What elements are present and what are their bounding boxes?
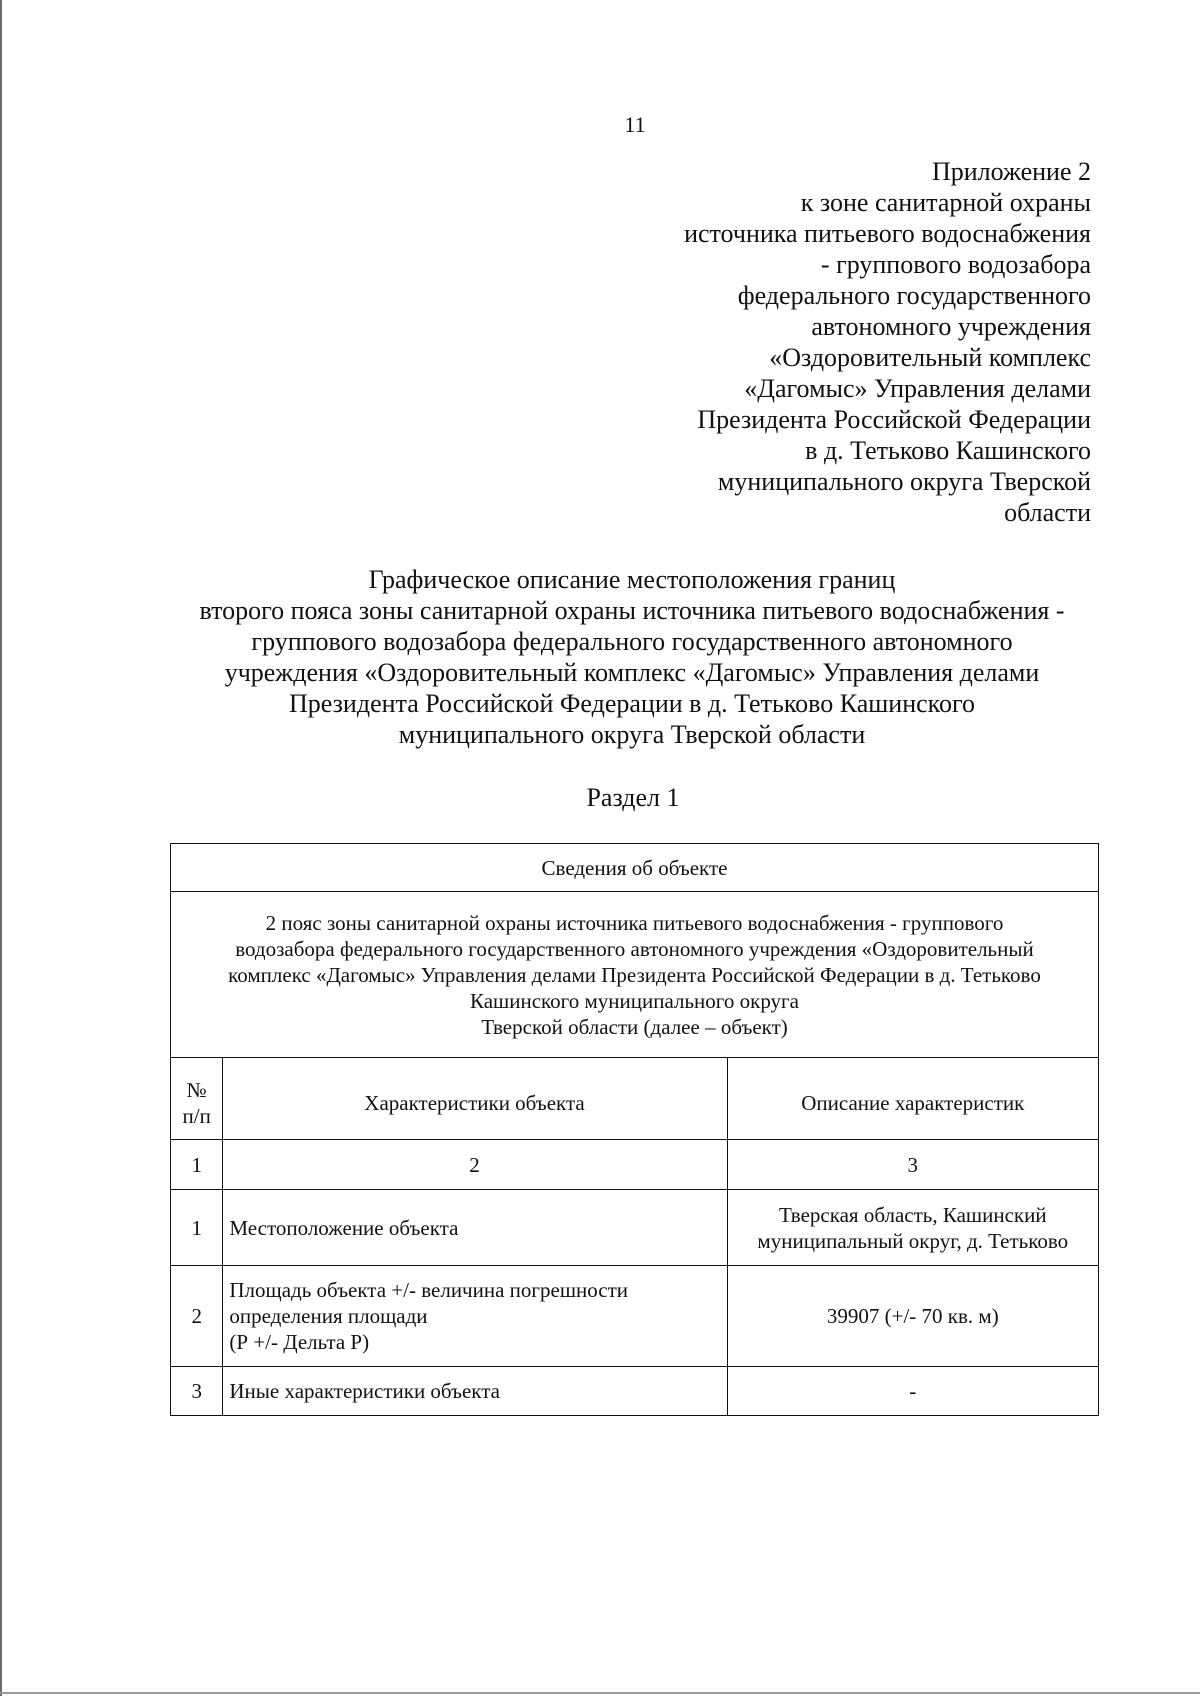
row-value	[727, 1266, 1098, 1367]
column-header-num-line: п/п	[182, 1104, 211, 1128]
appendix-block	[560, 156, 1091, 528]
column-number: 2	[223, 1140, 727, 1190]
row-number: 3	[171, 1367, 223, 1416]
appendix-line: Президента Российской Федерации	[697, 405, 1091, 434]
value-line: -	[909, 1379, 917, 1403]
appendix-line: федерального государственного	[737, 281, 1091, 310]
object-description-cell	[171, 892, 1099, 1058]
page-bottom-edge	[0, 1692, 1200, 1694]
title-line: Графическое описание местоположения границ	[368, 565, 896, 594]
appendix-line: муниципального округа Тверской	[717, 467, 1091, 496]
appendix-line: области	[1004, 498, 1091, 527]
appendix-line: к зоне санитарной охраны	[800, 188, 1091, 217]
row-value	[727, 1367, 1098, 1416]
title-line: Президента Российской Федерации в д. Тетьково Кашинского	[289, 689, 975, 718]
description-line: комплекс «Дагомыс» Управления делами Президента Российской Федерации в д. Тетьково	[228, 962, 1041, 987]
characteristic-line: Площадь объекта +/- величина погрешности	[229, 1278, 629, 1302]
appendix-line: в д. Тетьково Кашинского	[805, 436, 1091, 465]
row-number: 2	[171, 1266, 223, 1367]
column-header-num-line: №	[186, 1078, 207, 1102]
column-header-description: Описание характеристик	[727, 1058, 1098, 1140]
appendix-line: автономного учреждения	[811, 312, 1091, 341]
title-line: муниципального округа Тверской области	[398, 720, 866, 749]
description-line: водозабора федерального государственного автономного учреждения «Оздоровительный	[235, 936, 1034, 961]
column-number: 3	[727, 1140, 1098, 1190]
appendix-line: «Дагомыс» Управления делами	[744, 374, 1091, 403]
row-value	[727, 1190, 1098, 1266]
page-left-edge	[0, 0, 2, 1696]
table-header-row	[171, 844, 1099, 892]
title-line: учреждения «Оздоровительный комплекс «Дагомыс» Управления делами	[224, 658, 1040, 687]
table-header-cell: Сведения об объекте	[171, 844, 1099, 892]
characteristic-line: Иные характеристики объекта	[229, 1379, 500, 1403]
description-line: 2 пояс зоны санитарной охраны источника питьевого водоснабжения - группового	[265, 910, 1004, 935]
row-characteristic	[223, 1367, 727, 1416]
column-header-characteristic: Характеристики объекта	[223, 1058, 727, 1140]
description-line: Кашинского муниципального округа	[470, 988, 799, 1013]
table-row	[171, 1190, 1099, 1266]
appendix-line: - группового водозабора	[820, 250, 1091, 279]
table-row	[171, 1367, 1099, 1416]
characteristic-line: Местоположение объекта	[229, 1215, 459, 1240]
column-numbers-row	[171, 1140, 1099, 1190]
title-line: группового водозабора федерального государственного автономного	[251, 627, 1013, 656]
appendix-line: Приложение 2	[931, 157, 1091, 186]
column-header-num	[171, 1058, 223, 1140]
table-row	[171, 1266, 1099, 1367]
object-info-table	[170, 843, 1099, 1416]
object-description-row	[171, 892, 1099, 1058]
value-line: Тверская область, Кашинский	[779, 1202, 1047, 1227]
appendix-line: источника питьевого водоснабжения	[684, 219, 1091, 248]
section-title: Раздел 1	[586, 783, 680, 812]
characteristic-line: (Р +/- Дельта Р)	[229, 1330, 370, 1354]
document-title	[150, 564, 1114, 750]
appendix-line: «Оздоровительный комплекс	[769, 343, 1091, 372]
column-headers-row	[171, 1058, 1099, 1140]
row-characteristic	[223, 1190, 727, 1266]
title-line: второго пояса зоны санитарной охраны источника питьевого водоснабжения -	[199, 596, 1065, 625]
description-line: Тверской области (далее – объект)	[481, 1014, 788, 1039]
column-number: 1	[171, 1140, 223, 1190]
value-line: 39907 (+/- 70 кв. м)	[826, 1304, 999, 1328]
row-characteristic	[223, 1266, 727, 1367]
characteristic-line: определения площади	[229, 1304, 428, 1328]
page-number: 11	[624, 112, 646, 137]
row-number: 1	[171, 1190, 223, 1266]
value-line: муниципальный округ, д. Тетьково	[757, 1228, 1069, 1253]
